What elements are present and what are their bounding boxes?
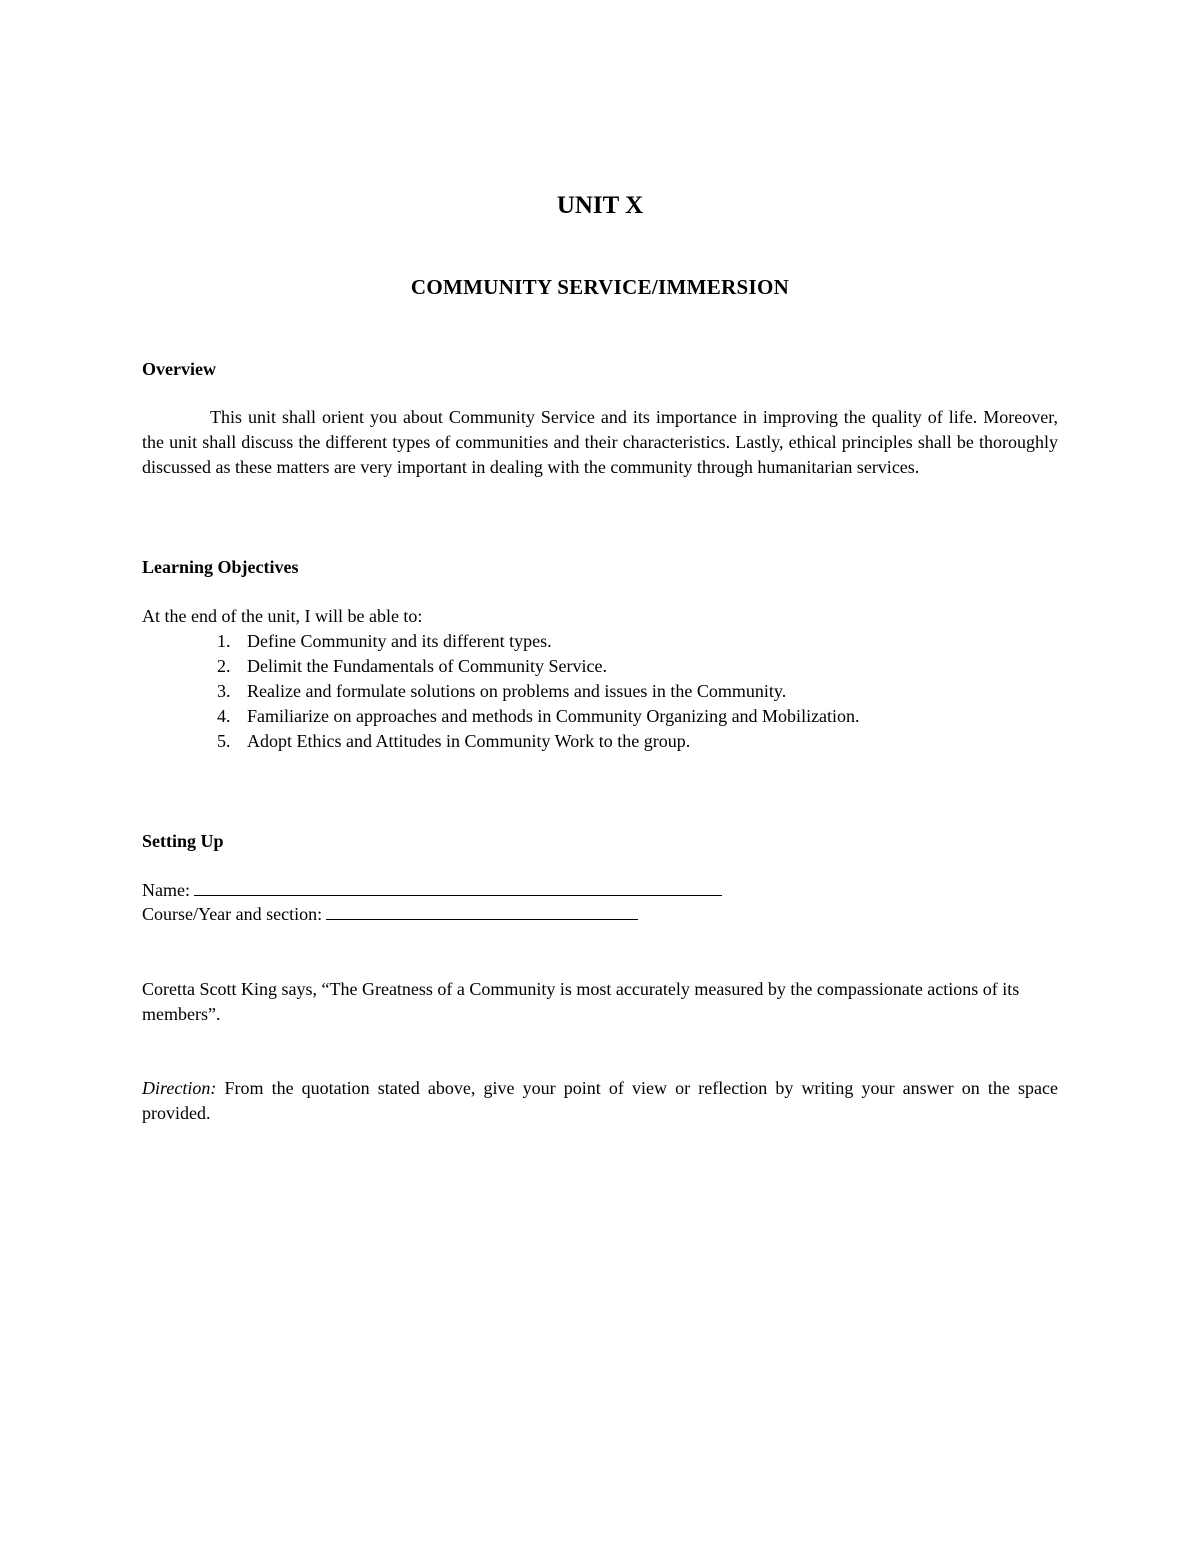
course-label: Course/Year and section: bbox=[142, 904, 323, 924]
list-item-text: Realize and formulate solutions on problems and issues in the Community. bbox=[247, 681, 787, 701]
course-blank-line[interactable] bbox=[326, 901, 638, 920]
direction-text: From the quotation stated above, give your point of view or reflection by writing your answer on the space provided. bbox=[142, 1078, 1058, 1123]
list-item-text: Define Community and its different types. bbox=[247, 631, 552, 651]
list-item-number: 5. bbox=[217, 731, 231, 751]
list-item-text: Delimit the Fundamentals of Community Service. bbox=[247, 656, 607, 676]
list-item-number: 2. bbox=[217, 656, 231, 676]
overview-paragraph: This unit shall orient you about Community Service and its importance in improving the quality of life. Moreover, the unit shall discuss the different types of communities and their characteristics. Lastly, ethical principles shall be thoroughly discussed as these matters are very important in dealing with the community through humanitarian services. bbox=[142, 407, 1058, 477]
setting-up-heading: Setting Up bbox=[142, 831, 224, 851]
name-field-row bbox=[142, 877, 722, 903]
list-item bbox=[142, 654, 1058, 679]
unit-title: UNIT X bbox=[556, 192, 644, 219]
name-label: Name: bbox=[142, 880, 190, 900]
objectives-intro: At the end of the unit, I will be able to: bbox=[142, 606, 423, 626]
unit-subtitle: COMMUNITY SERVICE/IMMERSION bbox=[410, 275, 790, 299]
list-item-text: Familiarize on approaches and methods in Community Organizing and Mobilization. bbox=[247, 706, 860, 726]
list-item-number: 3. bbox=[217, 681, 231, 701]
list-item-number: 1. bbox=[217, 631, 231, 651]
course-field-row bbox=[142, 901, 638, 927]
direction-paragraph bbox=[142, 1076, 1058, 1126]
quote-paragraph: Coretta Scott King says, “The Greatness of a Community is most accurately measured by the compassionate actions of its members”. bbox=[142, 979, 1020, 1024]
overview-heading: Overview bbox=[142, 359, 216, 379]
list-item bbox=[142, 679, 1058, 704]
list-item-text: Adopt Ethics and Attitudes in Community Work to the group. bbox=[247, 731, 691, 751]
list-item bbox=[142, 704, 1058, 729]
list-item bbox=[142, 729, 1058, 754]
list-item-number: 4. bbox=[217, 706, 231, 726]
learning-objectives-heading: Learning Objectives bbox=[142, 557, 299, 577]
direction-label: Direction: bbox=[142, 1078, 217, 1098]
list-item bbox=[142, 629, 1058, 654]
name-blank-line[interactable] bbox=[194, 877, 722, 896]
objectives-list bbox=[142, 629, 1058, 754]
